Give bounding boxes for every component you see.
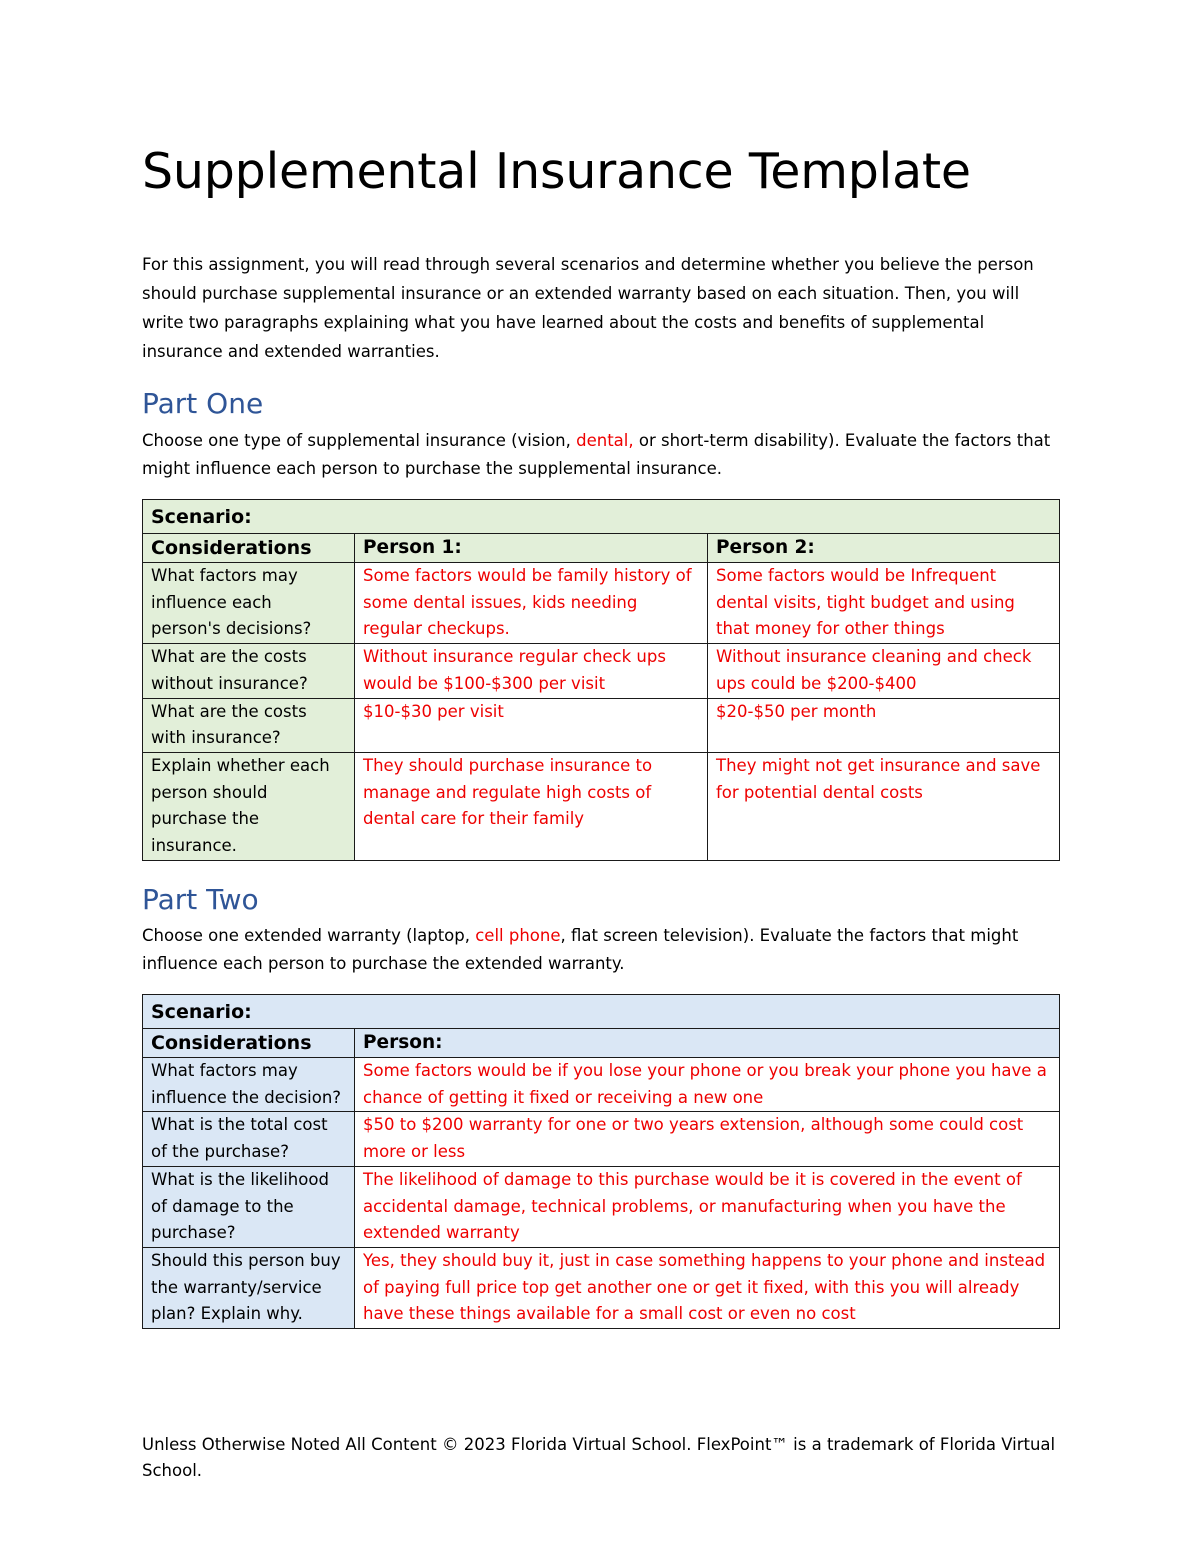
- part-two-selected-option: cell phone: [475, 926, 561, 945]
- copyright-footer: Unless Otherwise Noted All Content © 2023 Florida Virtual School. FlexPoint™ is a trademark of Florida Virtual School.: [142, 1435, 1056, 1480]
- consideration-label: What are the costs with insurance?: [143, 698, 355, 752]
- part-one-instructions: [142, 427, 1062, 483]
- person2-answer: Without insurance cleaning and check ups could be $200-$400: [708, 644, 1060, 698]
- table-row: [143, 698, 1060, 752]
- consideration-label: What is the total cost of the purchase?: [143, 1112, 355, 1166]
- column-header-row: [143, 1029, 1060, 1058]
- table-row: [143, 1247, 1060, 1328]
- person1-answer: They should purchase insurance to manage and regulate high costs of dental care for their family: [355, 752, 708, 860]
- column-header-row: [143, 534, 1060, 563]
- page-title: Supplemental Insurance Template: [142, 143, 971, 200]
- person2-answer: They might not get insurance and save for potential dental costs: [708, 752, 1060, 860]
- person2-answer: $20-$50 per month: [708, 698, 1060, 752]
- person1-answer: $10-$30 per visit: [355, 698, 708, 752]
- person-header: Person:: [355, 1029, 1060, 1058]
- consideration-label: What factors may influence the decision?: [143, 1058, 355, 1112]
- person-answer: The likelihood of damage to this purchase would be it is covered in the event of accidental damage, technical problems, or manufacturing when you have the extended warranty: [355, 1166, 1060, 1247]
- person1-answer: Without insurance regular check ups would be $100-$300 per visit: [355, 644, 708, 698]
- person-answer: $50 to $200 warranty for one or two years extension, although some could cost more or less: [355, 1112, 1060, 1166]
- person-answer: Some factors would be if you lose your phone or you break your phone you have a chance of getting it fixed or receiving a new one: [355, 1058, 1060, 1112]
- consideration-label: What factors may influence each person's decisions?: [143, 563, 355, 644]
- person-answer: Yes, they should buy it, just in case something happens to your phone and instead of paying full price top get another one or get it fixed, with this you will already have these things available for a small cost or even no cost: [355, 1247, 1060, 1328]
- scenario-row: [143, 995, 1060, 1029]
- part-one-table: [142, 499, 1060, 861]
- table-row: [143, 644, 1060, 698]
- part-one-selected-option: dental,: [576, 431, 634, 450]
- person2-header: Person 2:: [708, 534, 1060, 563]
- part-two-instructions: [142, 922, 1062, 978]
- part-two-table: [142, 994, 1060, 1329]
- person1-answer: Some factors would be family history of some dental issues, kids needing regular checkups.: [355, 563, 708, 644]
- considerations-header: Considerations: [143, 1029, 355, 1058]
- table-row: [143, 1058, 1060, 1112]
- consideration-label: Explain whether each person should purchase the insurance.: [143, 752, 355, 860]
- part-two-instr-post: , flat screen television). Evaluate the factors that might influence each person to purchase the extended warranty.: [142, 926, 1019, 973]
- part-one-instr-pre: Choose one type of supplemental insurance (vision,: [142, 431, 577, 450]
- consideration-label: What are the costs without insurance?: [143, 644, 355, 698]
- intro-paragraph: For this assignment, you will read through several scenarios and determine whether you believe the person should purchase supplemental insurance or an extended warranty based on each situation. Then, you will write two paragraphs explaining what you have learned about the costs and benefits of supplemental insurance and extended warranties.: [142, 255, 1034, 361]
- consideration-label: What is the likelihood of damage to the purchase?: [143, 1166, 355, 1247]
- table-row: [143, 752, 1060, 860]
- scenario-label: Scenario:: [143, 995, 1060, 1029]
- table-row: [143, 563, 1060, 644]
- scenario-row: [143, 500, 1060, 534]
- scenario-label: Scenario:: [143, 500, 1060, 534]
- person1-header: Person 1:: [355, 534, 708, 563]
- table-row: [143, 1112, 1060, 1166]
- table-row: [143, 1166, 1060, 1247]
- consideration-label: Should this person buy the warranty/service plan? Explain why.: [143, 1247, 355, 1328]
- part-two-heading: Part Two: [142, 883, 259, 916]
- person2-answer: Some factors would be Infrequent dental visits, tight budget and using that money for other things: [708, 563, 1060, 644]
- part-one-instr-post: or short-term disability). Evaluate the factors that might influence each person to purchase the supplemental insurance.: [142, 431, 1051, 478]
- part-one-heading: Part One: [142, 387, 264, 420]
- considerations-header: Considerations: [143, 534, 355, 563]
- part-two-instr-pre: Choose one extended warranty (laptop,: [142, 926, 476, 945]
